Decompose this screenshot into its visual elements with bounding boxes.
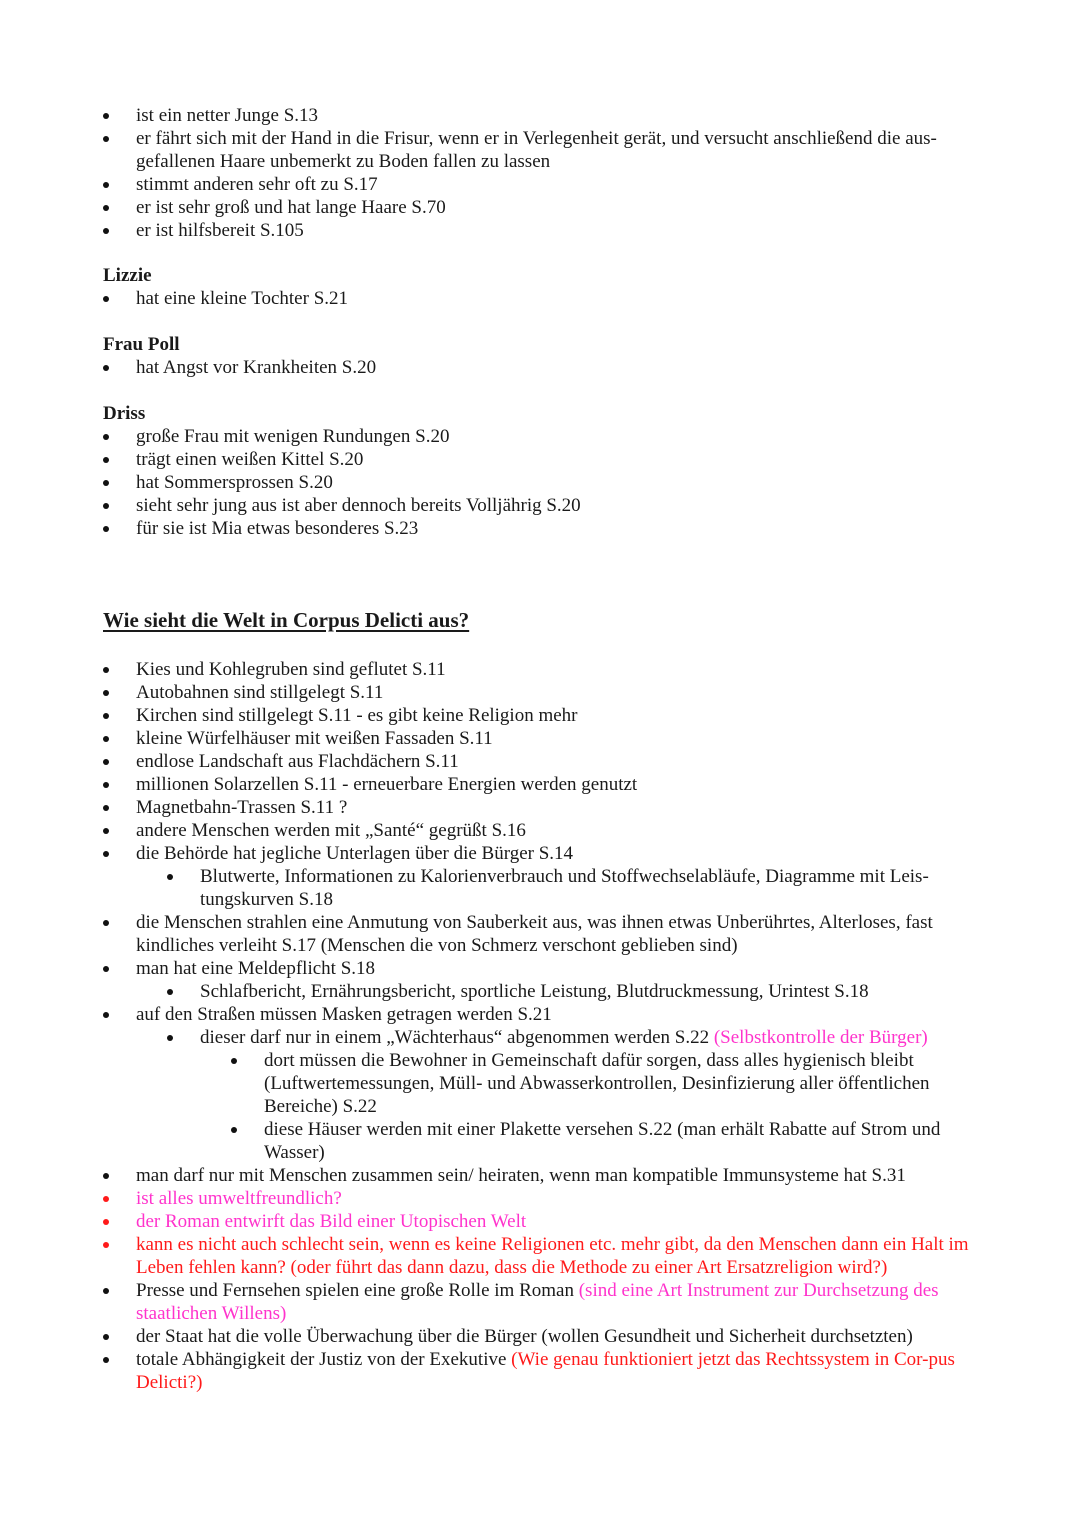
list-item: sieht sehr jung aus ist aber dennoch bereits Volljährig S.20 (136, 494, 984, 517)
bullet (103, 1219, 109, 1225)
list-item: millionen Solarzellen S.11 - erneuerbare Energien werden genutzt (136, 773, 984, 796)
world-list (0, 658, 1080, 1394)
bullet (103, 1288, 109, 1294)
list-item: hat Angst vor Krankheiten S.20 (136, 356, 984, 379)
character-list-top (0, 104, 1080, 242)
list-item: die Menschen strahlen eine Anmutung von Sauberkeit aus, was ihnen etwas Unberührtes, Alterloses, fast kindliches verleiht S.17 (Menschen die von Schmerz verschont geblieben sind) (136, 911, 984, 957)
bullet (231, 1058, 237, 1064)
sub-list-item: dieser darf nur in einem „Wächterhaus“ abgenommen werden S.22 (Selbstkontrolle der Bürger) (200, 1026, 970, 1049)
bullet (103, 434, 109, 440)
bullet (103, 828, 109, 834)
list-item: ist ein netter Junge S.13 (136, 104, 984, 127)
list-item: die Behörde hat jegliche Unterlagen über die Bürger S.14 (136, 842, 984, 865)
section-frau-poll (0, 333, 1080, 379)
list-item: endlose Landschaft aus Flachdächern S.11 (136, 750, 984, 773)
bullet (103, 667, 109, 673)
section-driss (0, 402, 1080, 540)
list-item: totale Abhängigkeit der Justiz von der Exekutive (Wie genau funktioniert jetzt das Rechtssystem in Cor-pus Delicti?) (136, 1348, 984, 1394)
bullet (103, 136, 109, 142)
bullet (103, 503, 109, 509)
bullet (103, 805, 109, 811)
list-item: Autobahnen sind stillgelegt S.11 (136, 681, 984, 704)
bullet (103, 113, 109, 119)
bullet (103, 526, 109, 532)
bullet (103, 1334, 109, 1340)
bullet (103, 1012, 109, 1018)
list-item: Kies und Kohlegruben sind geflutet S.11 (136, 658, 984, 681)
bullet (103, 1242, 109, 1248)
annotation-note: (Wie genau funktioniert jetzt das Rechtssystem in Cor-pus Delicti?) (136, 1349, 955, 1393)
bullet (103, 713, 109, 719)
sub-sub-list-item: diese Häuser werden mit einer Plakette versehen S.22 (man erhält Rabatte auf Strom und Wasser) (264, 1118, 976, 1164)
bullet (103, 1357, 109, 1363)
bullet (103, 690, 109, 696)
list-item: hat Sommersprossen S.20 (136, 471, 984, 494)
annotation-note: (sind eine Art Instrument zur Durchsetzung des staatlichen Willens) (136, 1280, 939, 1324)
bullet (103, 296, 109, 302)
list-item: auf den Straßen müssen Masken getragen werden S.21 (136, 1003, 984, 1026)
list-item: ist alles umweltfreundlich? (136, 1187, 984, 1210)
character-heading: Driss (103, 403, 146, 424)
character-heading: Frau Poll (103, 334, 180, 355)
bullet (103, 457, 109, 463)
bullet (167, 1035, 173, 1041)
bullet (167, 989, 173, 995)
list-item: stimmt anderen sehr oft zu S.17 (136, 173, 984, 196)
bullet (103, 365, 109, 371)
list-item: man darf nur mit Menschen zusammen sein/ heiraten, wenn man kompatible Immunsysteme hat S.31 (136, 1164, 984, 1187)
list-item: Magnetbahn-Trassen S.11 ? (136, 796, 984, 819)
character-heading: Lizzie (103, 265, 152, 286)
sub-sub-list-item: dort müssen die Bewohner in Gemeinschaft dafür sorgen, dass alles hygienisch bleibt (Luftwertemessungen, Müll- und Abwasserkontrollen, Desinfizierung aller öffentlichen Bereiche) S.22 (264, 1049, 976, 1118)
bullet (167, 874, 173, 880)
bullet (103, 920, 109, 926)
list-item: kann es nicht auch schlecht sein, wenn es keine Religionen etc. mehr gibt, da den Menschen dann ein Halt im Leben fehlen kann? (oder führt das dann dazu, dass die Methode zu einer Art Ersatzreligion wird?) (136, 1233, 984, 1279)
bullet (103, 228, 109, 234)
bullet (231, 1127, 237, 1133)
bullet (103, 1196, 109, 1202)
bullet (103, 736, 109, 742)
list-item: große Frau mit wenigen Rundungen S.20 (136, 425, 984, 448)
list-item: der Staat hat die volle Überwachung über die Bürger (wollen Gesundheit und Sicherheit durchsetzten) (136, 1325, 984, 1348)
list-item: Presse und Fernsehen spielen eine große Rolle im Roman (sind eine Art Instrument zur Durchsetzung des staatlichen Willens) (136, 1279, 984, 1325)
bullet (103, 759, 109, 765)
bullet (103, 1173, 109, 1179)
annotation-note: (Selbstkontrolle der Bürger) (713, 1027, 928, 1048)
bullet (103, 782, 109, 788)
list-item: hat eine kleine Tochter S.21 (136, 287, 984, 310)
bullet (103, 480, 109, 486)
sub-list-item: Blutwerte, Informationen zu Kalorienverbrauch und Stoffwechselabläufe, Diagramme mit Leis-tungskurven S.18 (200, 865, 970, 911)
list-item: er ist sehr groß und hat lange Haare S.70 (136, 196, 984, 219)
sub-list-item: Schlafbericht, Ernährungsbericht, sportliche Leistung, Blutdruckmessung, Urintest S.18 (200, 980, 970, 1003)
bullet (103, 966, 109, 972)
bullet (103, 182, 109, 188)
section-lizzie (0, 264, 1080, 310)
bullet (103, 205, 109, 211)
list-item: trägt einen weißen Kittel S.20 (136, 448, 984, 471)
list-item: man hat eine Meldepflicht S.18 (136, 957, 984, 980)
list-item: kleine Würfelhäuser mit weißen Fassaden S.11 (136, 727, 984, 750)
list-item: er fährt sich mit der Hand in die Frisur, wenn er in Verlegenheit gerät, und versucht anschließend die aus-gefallenen Haare unbemerkt zu Boden fallen zu lassen (136, 127, 984, 173)
list-item: er ist hilfsbereit S.105 (136, 219, 984, 242)
list-item: Kirchen sind stillgelegt S.11 - es gibt keine Religion mehr (136, 704, 984, 727)
bullet (103, 851, 109, 857)
list-item: der Roman entwirft das Bild einer Utopischen Welt (136, 1210, 984, 1233)
section-title: Wie sieht die Welt in Corpus Delicti aus? (103, 608, 470, 632)
list-item: andere Menschen werden mit „Santé“ gegrüßt S.16 (136, 819, 984, 842)
list-item: für sie ist Mia etwas besonderes S.23 (136, 517, 984, 540)
